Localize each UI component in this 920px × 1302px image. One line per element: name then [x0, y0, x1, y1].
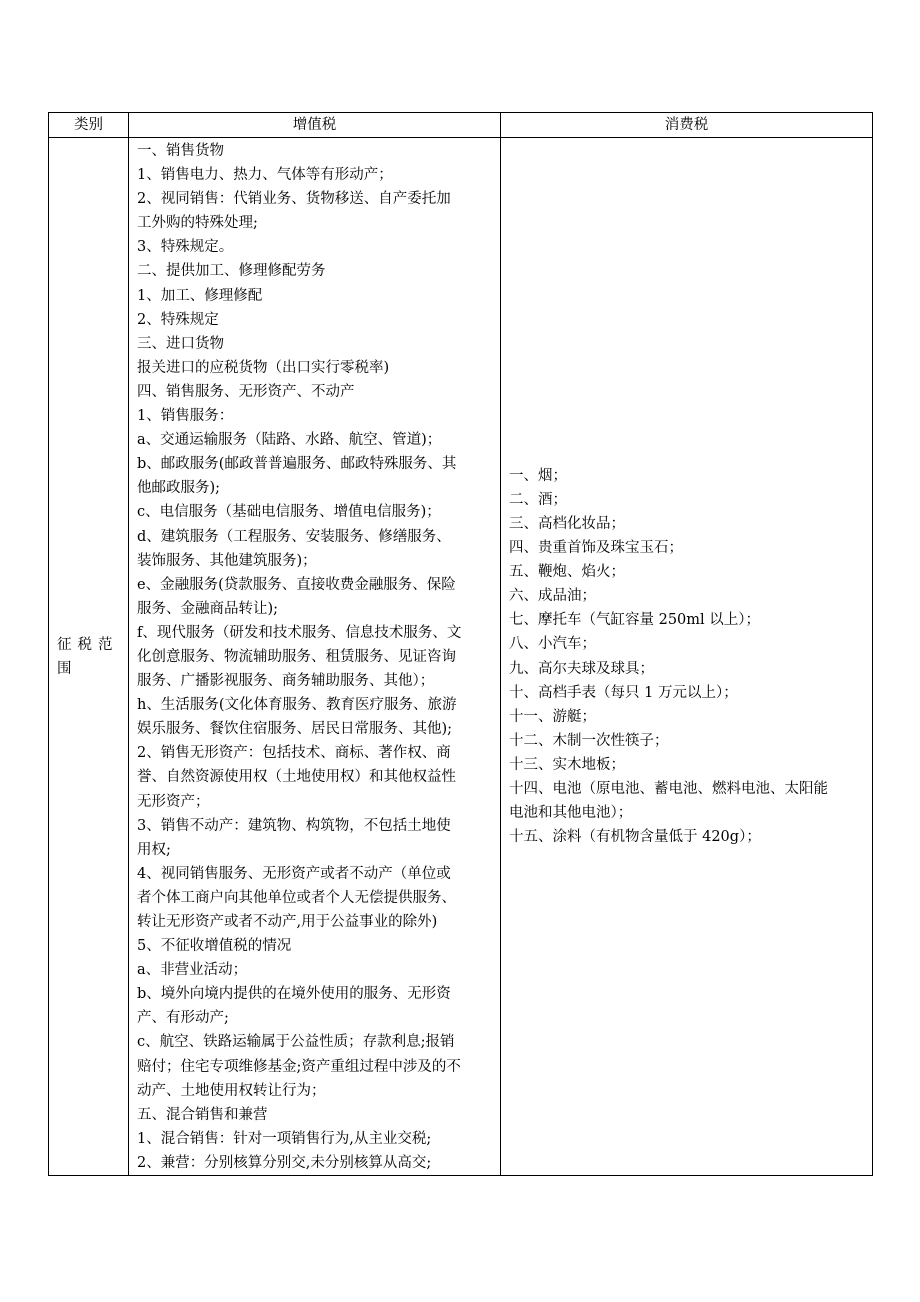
vat-line: 服务、广播影视服务、商务辅助服务、其他）； [137, 673, 435, 690]
consumption-cell [501, 138, 873, 1176]
consumption-line: 三、高档化妆品； [509, 515, 625, 532]
consumption-line: 十一、游艇； [509, 708, 596, 725]
vat-line: 五、混合销售和兼营 [137, 1106, 268, 1123]
vat-cell [129, 138, 501, 1176]
vat-line: 三、进口货物 [137, 335, 224, 352]
vat-line: 赔付；住宅专项维修基金;资产重组过程中涉及的不 [137, 1058, 461, 1075]
consumption-line: 四、贵重首饰及珠宝玉石； [509, 540, 683, 557]
vat-line: 5、不征收增值税的情况 [137, 938, 292, 955]
vat-line: 报关进口的应税货物（出口实行零税率) [137, 359, 390, 376]
vat-scope-list [129, 138, 500, 1175]
vat-line: 无形资产； [137, 793, 210, 810]
vat-line: a、交通运输服务（陆路、水路、航空、管道)； [137, 432, 442, 449]
vat-line: 2、特殊规定 [137, 311, 219, 328]
header-consumption-tax: 消费税 [501, 113, 873, 138]
consumption-line: 五、鞭炮、焰火； [509, 564, 625, 581]
vat-line: 3、特殊规定。 [137, 239, 234, 256]
vat-line: e、金融服务(贷款服务、直接收费金融服务、保险 [137, 576, 456, 593]
vat-line: 用权; [137, 841, 171, 858]
vat-line: 2、视同销售：代销业务、货物移送、自产委托加 [137, 191, 451, 208]
vat-line: 1、销售服务： [137, 408, 234, 425]
vat-line: 转让无形资产或者不动产,用于公益事业的除外) [137, 914, 438, 930]
category-cell [49, 138, 129, 1176]
vat-line: c、电信服务（基础电信服务、增值电信服务)； [137, 504, 441, 521]
consumption-line: 十、高档手表（每只 1 万元以上）； [509, 684, 738, 701]
consumption-line: 六、成品油； [509, 588, 596, 605]
consumption-line: 电池和其他电池）； [509, 805, 633, 822]
vat-line: 者个体工商户向其他单位或者个人无偿提供服务、 [137, 889, 456, 906]
consumption-line: 十三、实木地板； [509, 756, 625, 773]
header-vat: 增值税 [129, 113, 501, 138]
consumption-line: 十五、涂料（有机物含量低于 420g）； [509, 829, 761, 846]
vat-line: d、建筑服务（工程服务、安装服务、修缮服务、 [137, 528, 451, 545]
vat-line: 化创意服务、物流辅助服务、租赁服务、见证咨询 [137, 648, 456, 665]
vat-line: 产、有形动产; [137, 1010, 229, 1027]
vat-line: 服务、金融商品转让); [137, 600, 279, 617]
consumption-scope-list [501, 464, 872, 850]
vat-line: b、境外向境内提供的在境外使用的服务、无形资 [137, 986, 451, 1003]
header-category: 类别 [49, 113, 129, 138]
vat-line: 一、销售货物 [137, 143, 224, 159]
consumption-line: 八、小汽车； [509, 636, 596, 653]
consumption-line: 十二、木制一次性筷子； [509, 732, 669, 749]
vat-line: 工外购的特殊处理; [137, 215, 258, 232]
vat-line: a、非营业活动； [137, 962, 248, 979]
vat-line: b、邮政服务(邮政普普遍服务、邮政特殊服务、其 [137, 456, 457, 473]
vat-line: 2、销售无形资产：包括技术、商标、著作权、商 [137, 745, 451, 762]
vat-line: c、航空、铁路运输属于公益性质；存款利息;报销 [137, 1034, 455, 1051]
header-row [49, 113, 873, 138]
tax-scope-table [48, 112, 873, 1176]
vat-line: 2、兼营：分别核算分别交,未分别核算从高交; [137, 1154, 432, 1171]
vat-line: 装饰服务、其他建筑服务)； [137, 552, 317, 569]
vat-line: 二、提供加工、修理修配劳务 [137, 263, 326, 280]
consumption-line: 二、酒； [509, 491, 567, 508]
category-label: 征税范围 [57, 636, 119, 677]
vat-line: 誉、自然资源使用权（土地使用权）和其他权益性 [137, 769, 456, 786]
vat-line: 1、销售电力、热力、气体等有形动产； [137, 167, 393, 184]
consumption-line: 七、摩托车（气缸容量 250ml 以上）； [509, 612, 761, 629]
vat-line: 1、加工、修理修配 [137, 287, 263, 304]
vat-line: 娱乐服务、餐饮住宿服务、居民日常服务、其他); [137, 721, 453, 738]
vat-line: 3、销售不动产：建筑物、构筑物，不包括土地使 [137, 817, 451, 834]
vat-line: 动产、土地使用权转让行为； [137, 1082, 326, 1099]
scope-row [49, 138, 873, 1176]
vat-line: 1、混合销售：针对一项销售行为,从主业交税; [137, 1130, 432, 1147]
vat-line: 四、销售服务、无形资产、不动产 [137, 383, 355, 400]
consumption-line: 一、烟； [509, 467, 567, 484]
vat-line: h、生活服务(文化体育服务、教育医疗服务、旅游 [137, 697, 457, 714]
vat-line: 4、视同销售服务、无形资产或者不动产（单位或 [137, 865, 451, 882]
vat-line: f、现代服务（研发和技术服务、信息技术服务、文 [137, 624, 462, 641]
consumption-line: 九、高尔夫球及球具； [509, 660, 654, 677]
vat-line: 他邮政服务); [137, 480, 221, 497]
consumption-line: 十四、电池（原电池、蓄电池、燃料电池、太阳能 [509, 780, 828, 797]
